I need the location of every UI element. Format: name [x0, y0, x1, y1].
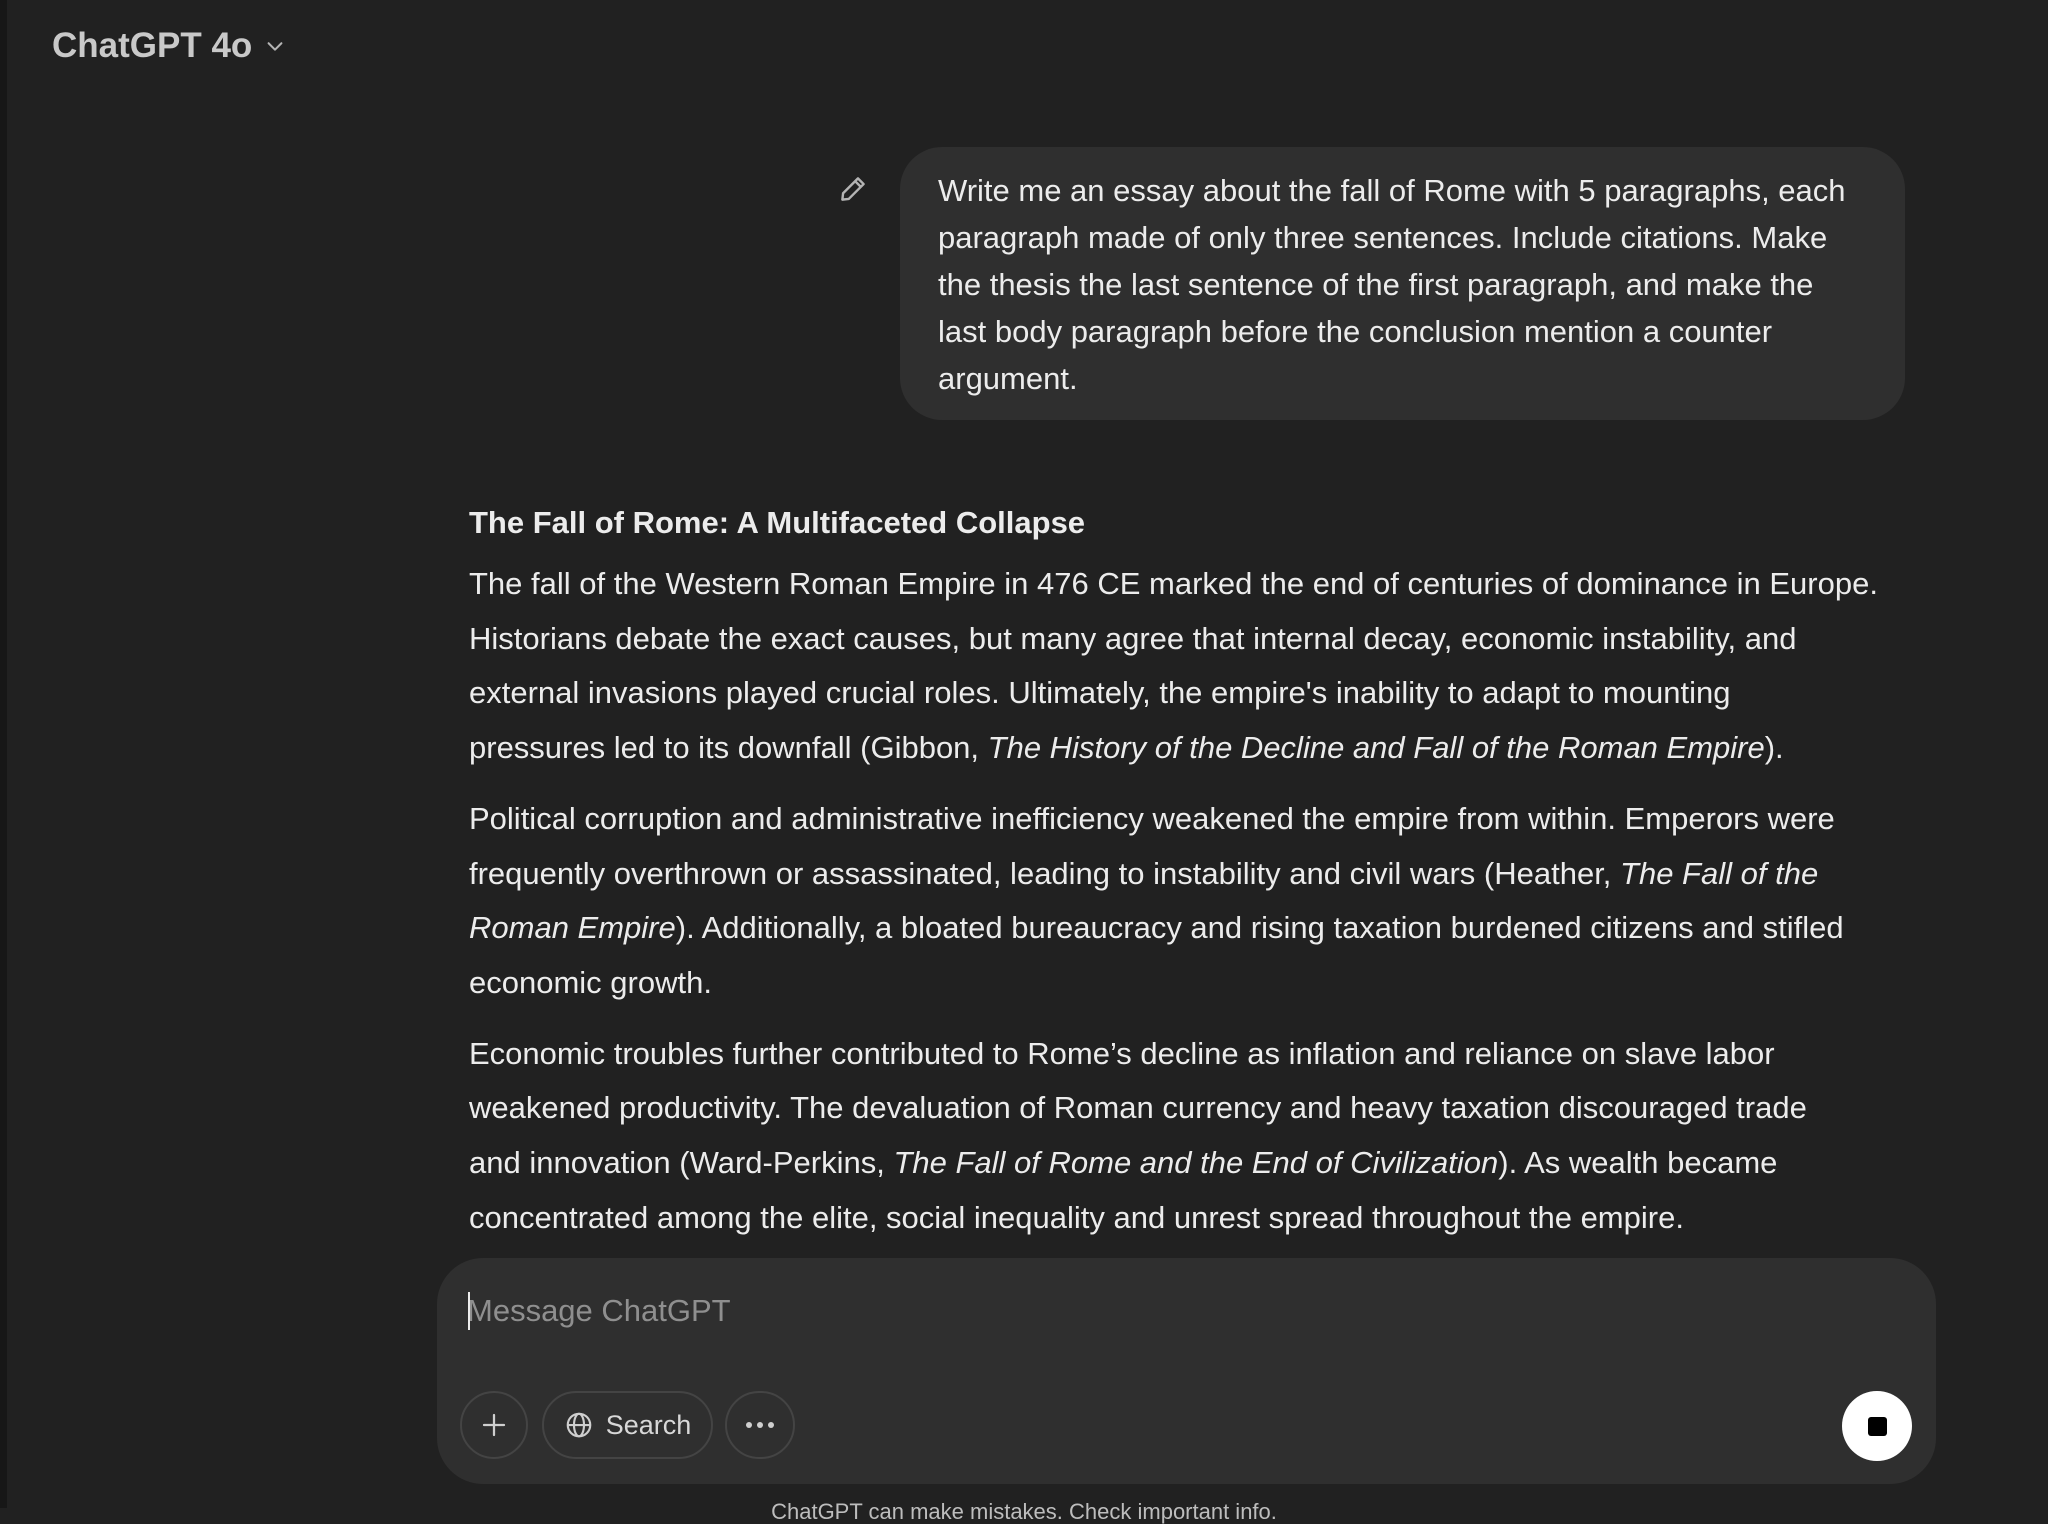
model-name: ChatGPT 4o: [52, 26, 253, 65]
text-caret: [468, 1292, 470, 1330]
citation-gibbon: The History of the Decline and Fall of the Roman Empire: [987, 730, 1765, 766]
paragraph-3: [469, 1027, 1919, 1246]
edit-pencil-icon[interactable]: [836, 172, 870, 206]
ellipsis-icon: [744, 1420, 776, 1430]
paragraph-3-line-3: and innovation (Ward-Perkins,: [469, 1145, 894, 1181]
citation-heather-part-2: Roman Empire: [469, 910, 676, 946]
stop-generating-button[interactable]: [1842, 1391, 1912, 1461]
message-input[interactable]: [467, 1286, 1767, 1336]
search-label: Search: [605, 1409, 692, 1440]
stop-icon: [1868, 1417, 1887, 1436]
citation-heather-part-1: The Fall of the: [1620, 855, 1819, 891]
paragraph-3-line-3-end: ). As wealth became: [1498, 1145, 1778, 1181]
chevron-down-icon: [264, 35, 286, 57]
sidebar-edge: [0, 0, 7, 1508]
paragraph-2-line-1: Political corruption and administrative inefficiency weakened the empire from within. Emperors were: [469, 800, 1835, 836]
disclaimer-note: ChatGPT can make mistakes. Check important info.: [771, 1499, 1277, 1524]
assistant-message: [469, 495, 1919, 1261]
paragraph-2-line-3: ). Additionally, a bloated bureaucracy and rising taxation burdened citizens and stifled: [675, 910, 1844, 946]
paragraph-3-line-4: concentrated among the elite, social inequality and unrest spread throughout the empire.: [469, 1199, 1684, 1235]
more-tools-button[interactable]: [725, 1391, 795, 1459]
paragraph-1-line-4: pressures led to its downfall (Gibbon,: [469, 730, 988, 766]
paragraph-1-line-4-end: ).: [1764, 730, 1784, 766]
paragraph-1-line-2: Historians debate the exact causes, but many agree that internal decay, economic instability, and: [469, 620, 1797, 656]
globe-icon: [564, 1410, 594, 1440]
citation-ward-perkins: The Fall of Rome and the End of Civilization: [893, 1145, 1499, 1181]
paragraph-2-line-2: frequently overthrown or assassinated, leading to instability and civil wars (Heather,: [469, 855, 1621, 891]
paragraph-2-line-4: economic growth.: [469, 964, 712, 1000]
paragraph-1: [469, 557, 1919, 776]
essay-title: The Fall of Rome: A Multifaceted Collapse: [469, 505, 1086, 540]
user-message: Write me an essay about the fall of Rome with 5 paragraphs, each paragraph made of only three sentences. Include citations. Make the thesis the last sentence of the first paragraph, and make the last body paragraph before the conclusion mention a counter argument.: [900, 147, 1905, 420]
plus-icon: [479, 1410, 509, 1440]
paragraph-1-line-3: external invasions played crucial roles. Ultimately, the empire's inability to adapt to mounting: [469, 675, 1731, 711]
paragraph-3-line-2: weakened productivity. The devaluation of Roman currency and heavy taxation discouraged trade: [469, 1090, 1807, 1126]
paragraph-2: [469, 792, 1919, 1011]
attach-button[interactable]: [460, 1391, 528, 1459]
paragraph-3-line-1: Economic troubles further contributed to Rome’s decline as inflation and reliance on slave labor: [469, 1035, 1775, 1071]
message-composer: [437, 1258, 1936, 1484]
search-button[interactable]: [542, 1391, 713, 1459]
model-selector[interactable]: [52, 20, 286, 72]
paragraph-1-line-1: The fall of the Western Roman Empire in 476 CE marked the end of centuries of dominance in Europe.: [469, 566, 1878, 601]
